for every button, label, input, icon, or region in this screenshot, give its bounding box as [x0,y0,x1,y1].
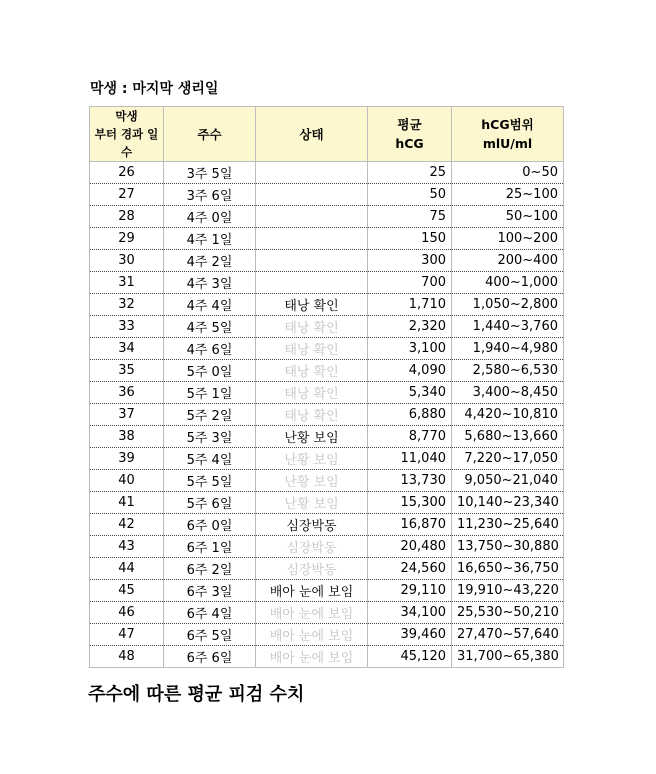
cell-status: 배아 눈에 보임 [256,602,368,624]
cell-avg-hcg: 300 [368,250,452,272]
cell-days: 47 [90,624,164,646]
cell-status: 배아 눈에 보임 [256,580,368,602]
cell-hcg-range: 1,050~2,800 [452,294,564,316]
table-row [90,272,564,294]
cell-status: 태낭 확인 [256,338,368,360]
table-row [90,228,564,250]
cell-status [256,250,368,272]
cell-days: 26 [90,162,164,184]
table-row [90,536,564,558]
table-row [90,338,564,360]
table-row [90,404,564,426]
table-row [90,514,564,536]
cell-days: 37 [90,404,164,426]
cell-status: 난황 보임 [256,448,368,470]
cell-week: 5주 0일 [164,360,256,382]
hcg-table-container [89,106,563,664]
cell-avg-hcg: 50 [368,184,452,206]
cell-status: 심장박동 [256,514,368,536]
table-row [90,558,564,580]
cell-days: 35 [90,360,164,382]
cell-days: 40 [90,470,164,492]
cell-days: 42 [90,514,164,536]
cell-hcg-range: 19,910~43,220 [452,580,564,602]
table-row [90,448,564,470]
cell-status [256,162,368,184]
cell-avg-hcg: 1,710 [368,294,452,316]
cell-hcg-range: 10,140~23,340 [452,492,564,514]
cell-hcg-range: 4,420~10,810 [452,404,564,426]
cell-week: 6주 0일 [164,514,256,536]
cell-days: 28 [90,206,164,228]
table-caption: 주수에 따른 평균 피검 수치 [88,684,305,705]
cell-hcg-range: 5,680~13,660 [452,426,564,448]
table-row [90,250,564,272]
cell-week: 3주 6일 [164,184,256,206]
cell-avg-hcg: 6,880 [368,404,452,426]
cell-week: 5주 5일 [164,470,256,492]
cell-week: 4주 3일 [164,272,256,294]
cell-status: 심장박동 [256,536,368,558]
cell-avg-hcg: 8,770 [368,426,452,448]
table-row [90,382,564,404]
table-header-row [90,107,564,162]
cell-week: 5주 2일 [164,404,256,426]
cell-hcg-range: 16,650~36,750 [452,558,564,580]
cell-hcg-range: 0~50 [452,162,564,184]
cell-avg-hcg: 2,320 [368,316,452,338]
cell-days: 34 [90,338,164,360]
cell-hcg-range: 31,700~65,380 [452,646,564,668]
cell-week: 4주 5일 [164,316,256,338]
cell-status: 태낭 확인 [256,360,368,382]
cell-hcg-range: 200~400 [452,250,564,272]
cell-avg-hcg: 15,300 [368,492,452,514]
cell-week: 3주 5일 [164,162,256,184]
table-row [90,316,564,338]
table-row [90,646,564,668]
cell-days: 36 [90,382,164,404]
cell-week: 4주 6일 [164,338,256,360]
cell-status: 난황 보임 [256,426,368,448]
table-row [90,492,564,514]
table-row [90,624,564,646]
cell-avg-hcg: 13,730 [368,470,452,492]
cell-avg-hcg: 4,090 [368,360,452,382]
cell-status: 배아 눈에 보임 [256,646,368,668]
cell-week: 4주 2일 [164,250,256,272]
cell-days: 41 [90,492,164,514]
cell-status [256,228,368,250]
cell-days: 33 [90,316,164,338]
cell-hcg-range: 11,230~25,640 [452,514,564,536]
table-row [90,162,564,184]
table-row [90,206,564,228]
cell-week: 6주 5일 [164,624,256,646]
cell-hcg-range: 27,470~57,640 [452,624,564,646]
cell-days: 30 [90,250,164,272]
cell-hcg-range: 50~100 [452,206,564,228]
cell-days: 48 [90,646,164,668]
table-row [90,580,564,602]
cell-status: 태낭 확인 [256,382,368,404]
cell-days: 46 [90,602,164,624]
cell-week: 5주 1일 [164,382,256,404]
page-subtitle: 막생 : 마지막 생리일 [90,81,219,97]
cell-avg-hcg: 5,340 [368,382,452,404]
cell-status: 태낭 확인 [256,294,368,316]
cell-status: 심장박동 [256,558,368,580]
cell-days: 43 [90,536,164,558]
cell-week: 5주 6일 [164,492,256,514]
cell-status: 난황 보임 [256,470,368,492]
hcg-table [89,106,564,668]
cell-days: 29 [90,228,164,250]
cell-week: 6주 6일 [164,646,256,668]
cell-hcg-range: 7,220~17,050 [452,448,564,470]
cell-hcg-range: 1,940~4,980 [452,338,564,360]
table-row [90,426,564,448]
cell-avg-hcg: 11,040 [368,448,452,470]
header-days: 막생 부터 경과 일수 [90,107,164,162]
cell-days: 38 [90,426,164,448]
cell-week: 6주 4일 [164,602,256,624]
cell-week: 5주 3일 [164,426,256,448]
cell-status [256,184,368,206]
table-row [90,294,564,316]
table-row [90,184,564,206]
cell-hcg-range: 9,050~21,040 [452,470,564,492]
cell-avg-hcg: 29,110 [368,580,452,602]
cell-week: 4주 4일 [164,294,256,316]
header-status: 상태 [256,107,368,162]
cell-avg-hcg: 75 [368,206,452,228]
cell-hcg-range: 25,530~50,210 [452,602,564,624]
table-row [90,470,564,492]
cell-avg-hcg: 24,560 [368,558,452,580]
cell-avg-hcg: 20,480 [368,536,452,558]
cell-week: 6주 3일 [164,580,256,602]
cell-hcg-range: 1,440~3,760 [452,316,564,338]
cell-hcg-range: 400~1,000 [452,272,564,294]
cell-avg-hcg: 39,460 [368,624,452,646]
cell-hcg-range: 13,750~30,880 [452,536,564,558]
cell-status: 난황 보임 [256,492,368,514]
cell-week: 6주 2일 [164,558,256,580]
cell-avg-hcg: 45,120 [368,646,452,668]
cell-avg-hcg: 150 [368,228,452,250]
cell-hcg-range: 100~200 [452,228,564,250]
header-avg-hcg: 평균 hCG [368,107,452,162]
cell-avg-hcg: 3,100 [368,338,452,360]
cell-hcg-range: 2,580~6,530 [452,360,564,382]
cell-days: 45 [90,580,164,602]
cell-days: 27 [90,184,164,206]
cell-week: 5주 4일 [164,448,256,470]
cell-avg-hcg: 700 [368,272,452,294]
cell-week: 6주 1일 [164,536,256,558]
header-week: 주수 [164,107,256,162]
cell-status [256,272,368,294]
cell-avg-hcg: 16,870 [368,514,452,536]
cell-status: 태낭 확인 [256,404,368,426]
cell-days: 32 [90,294,164,316]
cell-hcg-range: 25~100 [452,184,564,206]
cell-status [256,206,368,228]
cell-week: 4주 0일 [164,206,256,228]
table-row [90,360,564,382]
cell-status: 배아 눈에 보임 [256,624,368,646]
cell-week: 4주 1일 [164,228,256,250]
cell-days: 39 [90,448,164,470]
cell-days: 44 [90,558,164,580]
cell-status: 태낭 확인 [256,316,368,338]
cell-hcg-range: 3,400~8,450 [452,382,564,404]
header-hcg-range: hCG범위 mlU/ml [452,107,564,162]
cell-days: 31 [90,272,164,294]
cell-avg-hcg: 25 [368,162,452,184]
table-row [90,602,564,624]
cell-avg-hcg: 34,100 [368,602,452,624]
